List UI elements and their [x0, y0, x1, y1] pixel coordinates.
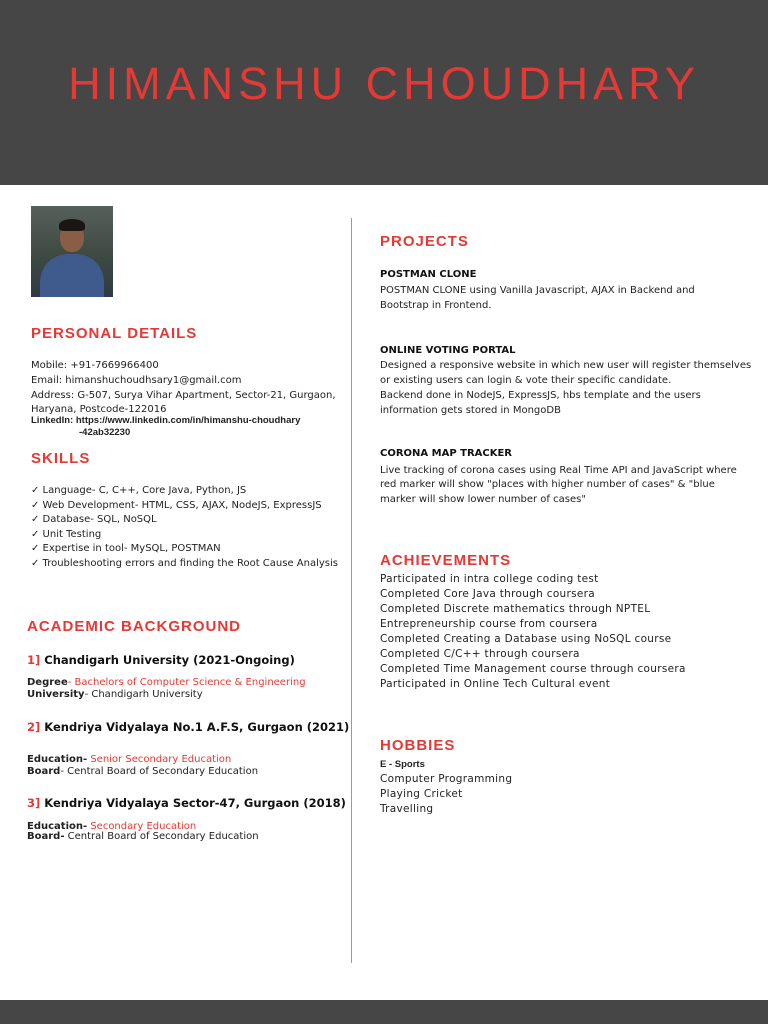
- project-description-line: information gets stored in MongoDB: [380, 405, 561, 416]
- project-description-line: Bootstrap in Frontend.: [380, 300, 492, 311]
- institution-name: Kendriya Vidyalaya No.1 A.F.S, Gurgaon (2021): [44, 720, 350, 734]
- institution-name: Kendriya Vidyalaya Sector-47, Gurgaon (2018): [44, 796, 346, 810]
- detail-label: Education-: [27, 821, 88, 832]
- hobby-item: Playing Cricket: [380, 788, 463, 800]
- column-divider: [351, 218, 352, 963]
- address-line-2: Haryana, Postcode-122016: [31, 404, 167, 415]
- education-detail-line: [27, 829, 259, 844]
- project-description-line: Live tracking of corona cases using Real Time API and JavaScript where: [380, 465, 737, 476]
- address-line-1: Address: G-507, Surya Vihar Apartment, Sector-21, Gurgaon,: [31, 390, 336, 401]
- project-description-line: POSTMAN CLONE using Vanilla Javascript, AJAX in Backend and: [380, 285, 695, 296]
- personal-details-heading: PERSONAL DETAILS: [31, 325, 198, 342]
- photo-body: [40, 254, 104, 297]
- project-description-line: Backend done in NodeJS, ExpressJS, hbs template and the users: [380, 390, 701, 401]
- skills-heading: SKILLS: [31, 450, 91, 467]
- detail-value: - Bachelors of Computer Science & Engineering: [67, 677, 306, 688]
- achievement-item: Completed Time Management course through coursera: [380, 663, 686, 675]
- hobby-item: Computer Programming: [380, 773, 513, 785]
- project-title: ONLINE VOTING PORTAL: [380, 345, 516, 356]
- header-banner: [0, 0, 768, 185]
- entry-number: 1]: [27, 653, 41, 667]
- achievement-item: Participated in Online Tech Cultural event: [380, 678, 611, 690]
- linkedin-link[interactable]: LinkedIn: https://www.linkedin.com/in/himanshu-choudhary: [31, 415, 301, 426]
- photo-hair: [59, 219, 85, 231]
- institution-name: Chandigarh University (2021-Ongoing): [44, 653, 295, 667]
- detail-label: University: [27, 689, 85, 700]
- achievement-item: Completed C/C++ through coursera: [380, 648, 580, 660]
- entry-number: 3]: [27, 796, 41, 810]
- detail-value: - Central Board of Secondary Education: [60, 766, 259, 777]
- skill-item: ✓ Web Development- HTML, CSS, AJAX, NodeJS, ExpressJS: [31, 500, 322, 511]
- detail-label: Degree: [27, 677, 68, 688]
- detail-value: Secondary Education: [87, 821, 197, 832]
- education-entry-title: [27, 720, 349, 734]
- project-description-line: Designed a responsive website in which new user will register themselves: [380, 360, 752, 371]
- skill-item: ✓ Troubleshooting errors and finding the Root Cause Analysis: [31, 558, 339, 569]
- entry-number: 2]: [27, 720, 41, 734]
- skill-item: ✓ Expertise in tool- MySQL, POSTMAN: [31, 543, 221, 554]
- achievement-item: Completed Discrete mathematics through NPTEL: [380, 603, 651, 615]
- achievement-item: Completed Core Java through coursera: [380, 588, 596, 600]
- project-title: CORONA MAP TRACKER: [380, 448, 513, 459]
- education-detail-line: [27, 764, 258, 779]
- detail-value: Senior Secondary Education: [87, 754, 232, 765]
- project-description-line: marker will show lower number of cases": [380, 494, 586, 505]
- hobbies-heading: HOBBIES: [380, 737, 456, 754]
- detail-value: Central Board of Secondary Education: [64, 831, 259, 842]
- achievement-item: Entrepreneurship course from coursera: [380, 618, 598, 630]
- academic-heading: ACADEMIC BACKGROUND: [27, 618, 241, 635]
- achievement-item: Completed Creating a Database using NoSQL course: [380, 633, 672, 645]
- candidate-name: HIMANSHU CHOUDHARY: [68, 58, 700, 109]
- mobile-text: Mobile: +91-7669966400: [31, 360, 159, 371]
- projects-heading: PROJECTS: [380, 233, 469, 250]
- skill-item: ✓ Unit Testing: [31, 529, 102, 540]
- profile-photo: [31, 206, 113, 297]
- linkedin-link-continued[interactable]: -42ab32230: [79, 427, 131, 438]
- hobby-item: E - Sports: [380, 759, 425, 770]
- skill-item: ✓ Language- C, C++, Core Java, Python, JS: [31, 485, 247, 496]
- detail-label: Education-: [27, 754, 88, 765]
- detail-label: Board: [27, 766, 61, 777]
- project-description-line: red marker will show "places with higher number of cases" & "blue: [380, 479, 715, 490]
- achievement-item: Participated in intra college coding test: [380, 573, 599, 585]
- education-entry-title: [27, 653, 295, 667]
- education-detail-line: [27, 687, 203, 702]
- detail-label: Board-: [27, 831, 65, 842]
- project-description-line: or existing users can login & vote their specific candidate.: [380, 375, 672, 386]
- detail-value: - Chandigarh University: [84, 689, 203, 700]
- education-entry-title: [27, 796, 346, 810]
- achievements-heading: ACHIEVEMENTS: [380, 552, 512, 569]
- footer-bar: [0, 1000, 768, 1024]
- project-title: POSTMAN CLONE: [380, 269, 477, 280]
- email-text: Email: himanshuchoudhsary1@gmail.com: [31, 375, 242, 386]
- hobby-item: Travelling: [380, 803, 434, 815]
- skill-item: ✓ Database- SQL, NoSQL: [31, 514, 157, 525]
